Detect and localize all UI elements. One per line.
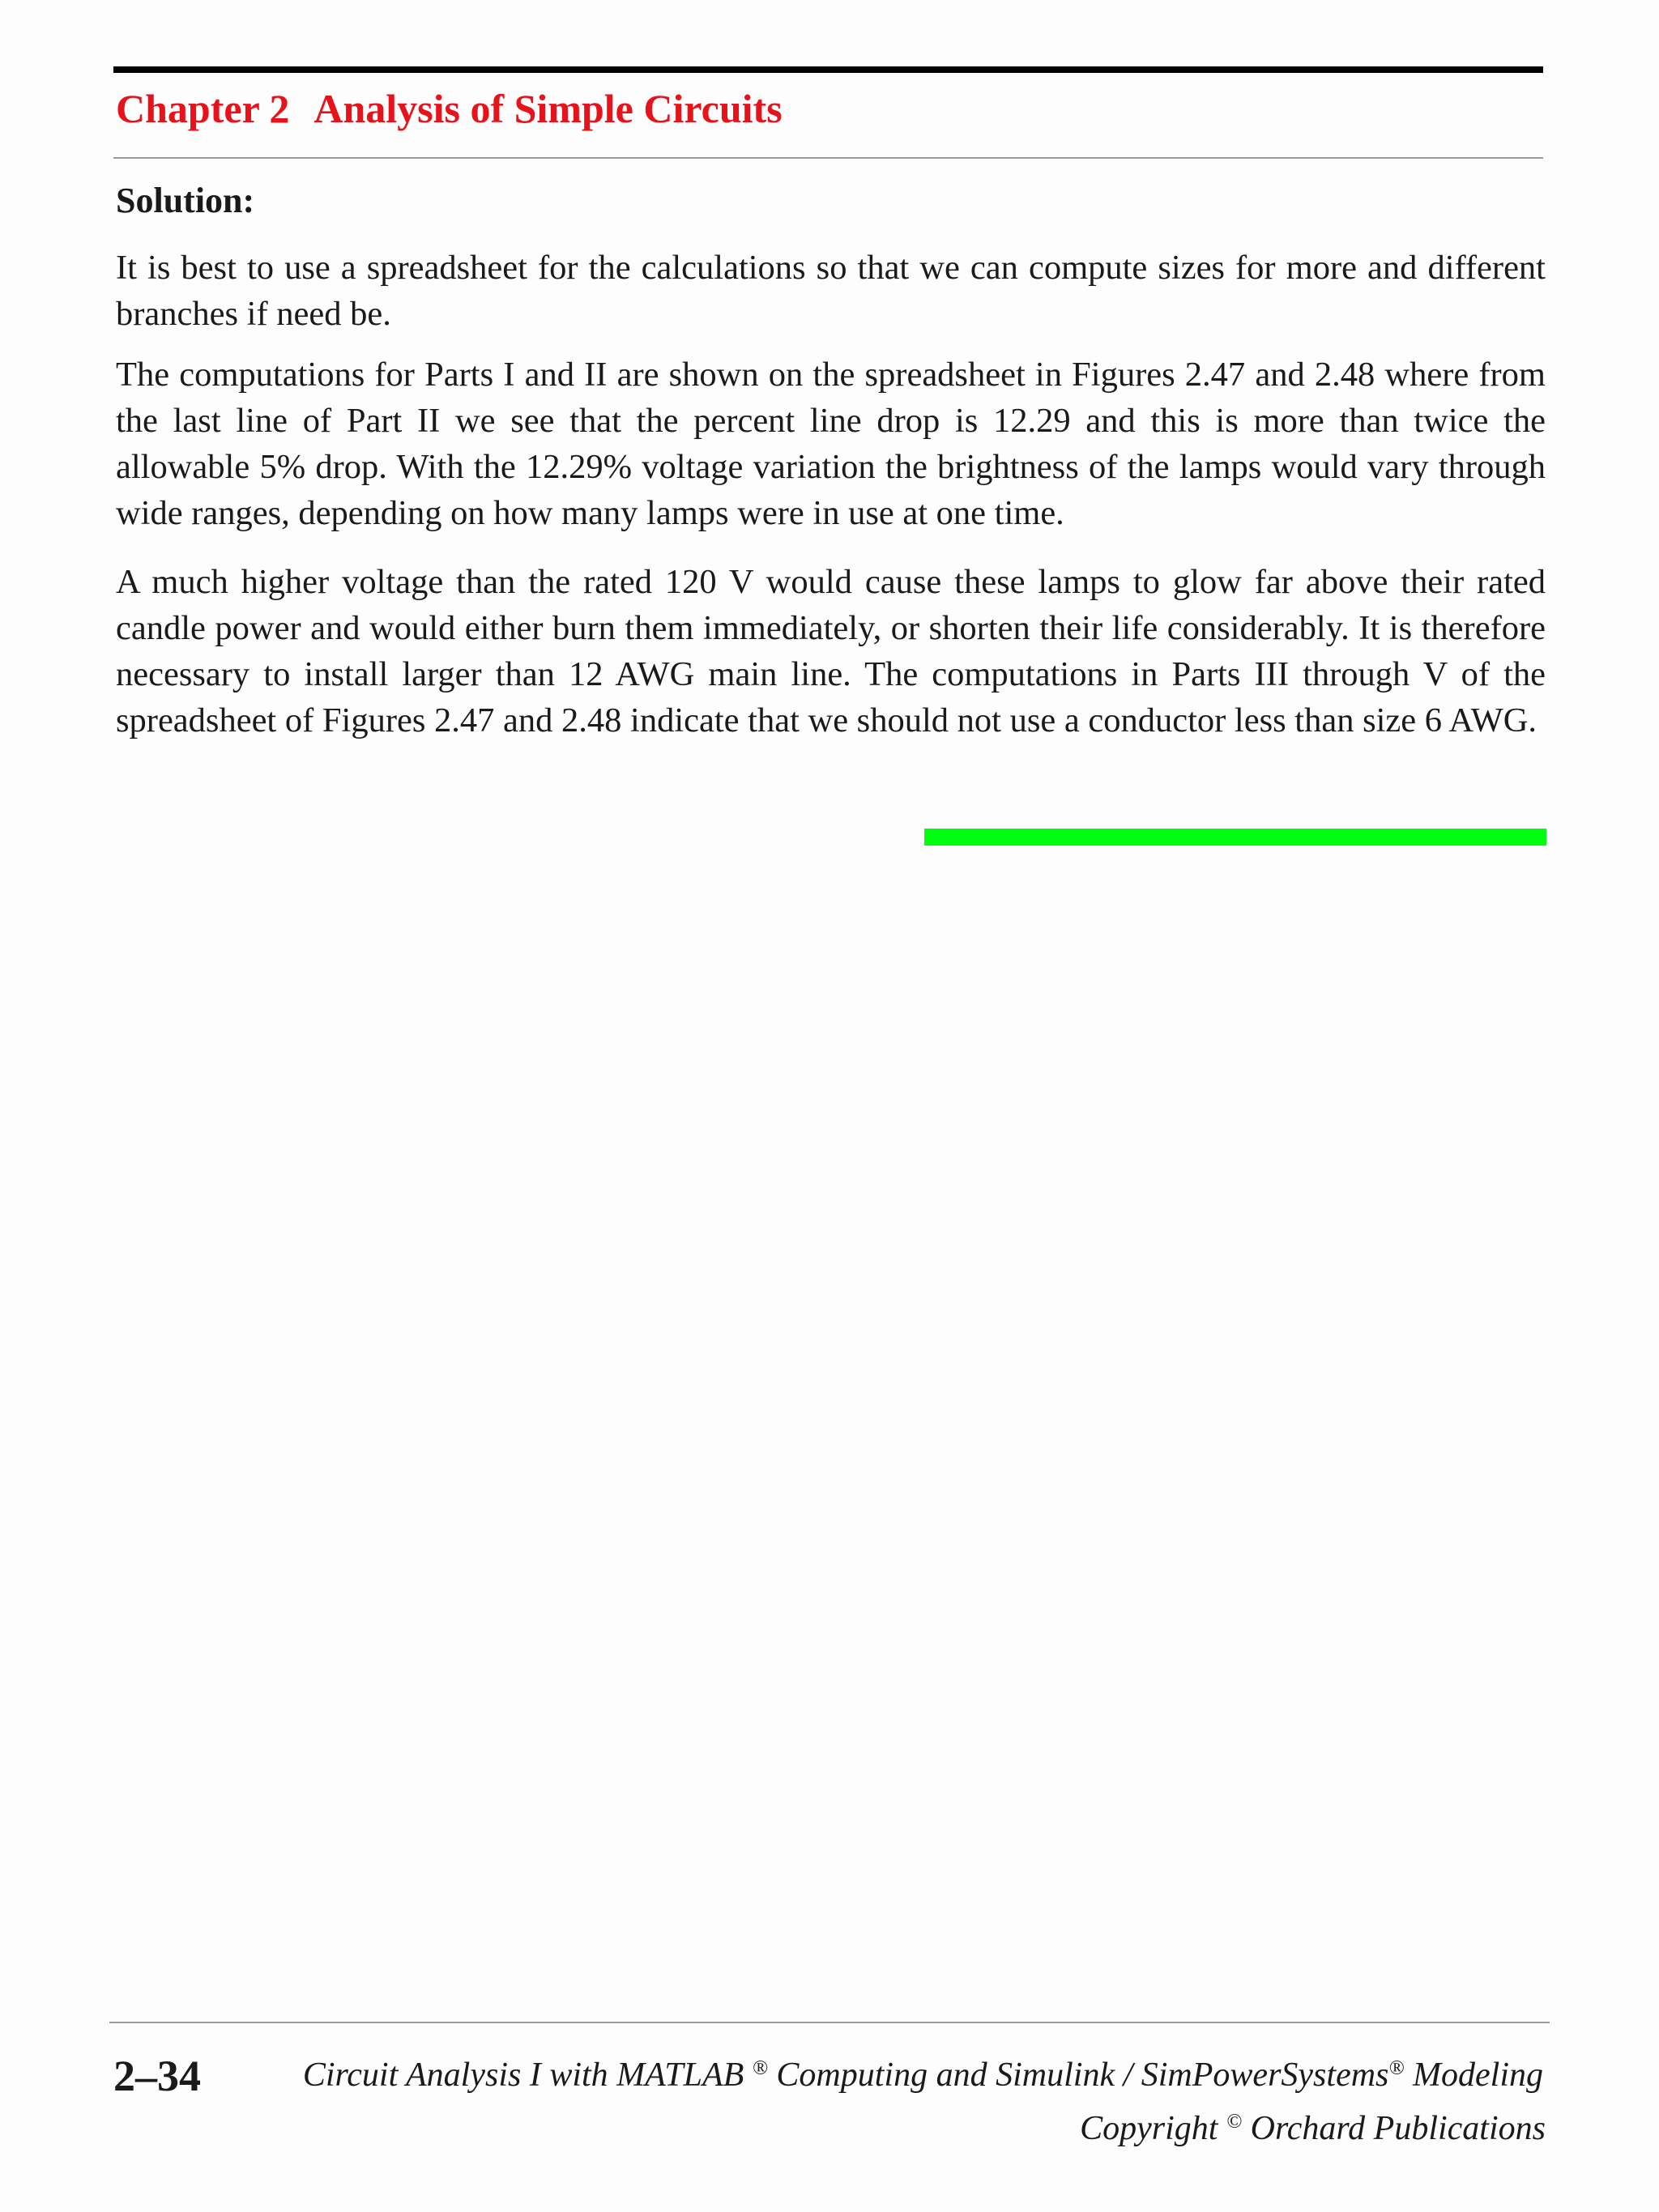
chapter-label: Chapter 2 bbox=[116, 86, 290, 131]
copyright-label: Copyright bbox=[1080, 2110, 1218, 2147]
book-title-part1: Circuit Analysis I with MATLAB bbox=[302, 2056, 744, 2094]
book-title-part2: Computing and Simulink / SimPowerSystems bbox=[776, 2056, 1389, 2094]
paragraph-1: It is best to use a spreadsheet for the calculations so that we can compute sizes for more and different branches if need be. bbox=[116, 249, 1546, 333]
solution-heading: Solution: bbox=[116, 181, 255, 220]
footer-copyright bbox=[1080, 2109, 1546, 2148]
registered-mark-2: ® bbox=[1388, 2057, 1405, 2080]
copyright-mark: © bbox=[1226, 2111, 1243, 2133]
footer-divider bbox=[109, 2022, 1550, 2023]
paragraph-2: The computations for Parts I and II are shown on the spreadsheet in Figures 2.47 and 2.48 where from the last line of Part II we see that the percent line drop is 12.29 and this is more than twice the allowable 5% drop. With the 12.29% voltage variation the brightness of the lamps would vary through wide ranges, depending on how many lamps were in use at one time. bbox=[116, 356, 1546, 532]
page-number: 2–34 bbox=[113, 2052, 201, 2100]
header-divider bbox=[113, 157, 1543, 159]
chapter-heading bbox=[116, 85, 783, 132]
end-of-solution-marker bbox=[924, 829, 1546, 846]
chapter-title: Analysis of Simple Circuits bbox=[313, 86, 783, 131]
footer-book-title bbox=[303, 2056, 1543, 2095]
publisher-name: Orchard Publications bbox=[1250, 2110, 1546, 2147]
registered-mark-1: ® bbox=[752, 2057, 768, 2080]
paragraph-3: A much higher voltage than the rated 120 V would cause these lamps to glow far above their rated candle power and would either burn them immediately, or shorten their life considerably. It is therefore necessary to install larger than 12 AWG main line. The computations in Parts III through V of the spreadsheet of Figures 2.47 and 2.48 indicate that we should not use a conductor less than size 6 AWG. bbox=[116, 563, 1546, 739]
book-title-part3: Modeling bbox=[1413, 2056, 1543, 2094]
top-rule bbox=[113, 66, 1543, 73]
